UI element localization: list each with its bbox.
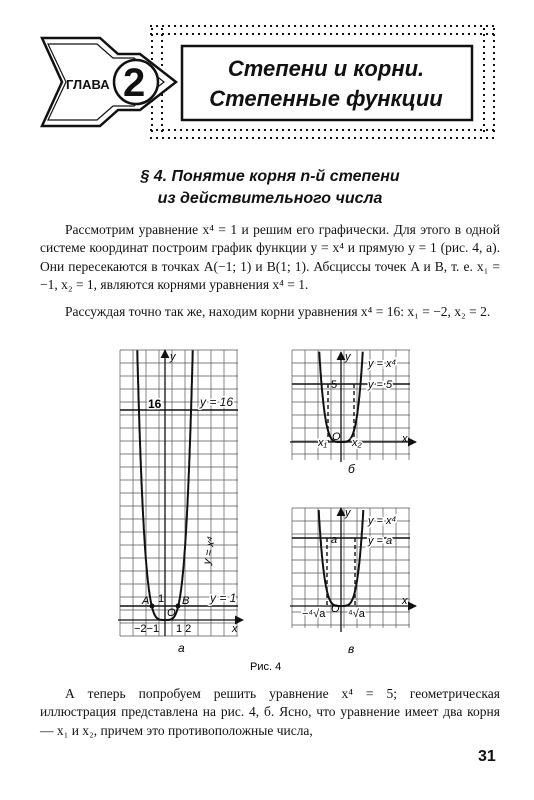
graph-b-x1: x₁	[318, 437, 327, 449]
graph-a-point-b	[176, 604, 181, 609]
paragraph-2: Рассуждая точно так же, находим корни уравнения x⁴ = 16: x₁ = −2, x₂ = 2.	[65, 304, 491, 319]
graph-a-x-ticks-neg: −2−1	[134, 623, 160, 635]
graph-v-y-label: y	[345, 507, 351, 519]
graph-a-y-label: y	[170, 351, 176, 363]
graph-a-line1-label: y = 1	[210, 591, 237, 605]
graph-a-x-label: x	[232, 623, 238, 635]
graph-b-tick: 5	[331, 379, 338, 391]
graph-a-point-a	[150, 604, 155, 609]
graph-a-tick-16: 16	[148, 397, 162, 411]
graph-a	[118, 350, 243, 655]
section-heading-line1: § 4. Понятие корня n-й степени	[140, 168, 400, 185]
graph-a-x-ticks-pos: 1 2	[176, 623, 192, 635]
graph-v-tick: a	[331, 534, 338, 546]
graph-b	[290, 350, 416, 476]
graph-b-line-label: y = 5	[368, 379, 393, 391]
graph-v-neg-root: −⁴√a	[302, 608, 326, 620]
graph-b-x2: x₂	[352, 437, 362, 449]
graph-a-tick-1: 1	[158, 593, 165, 605]
figure-caption: Рис. 4	[250, 661, 282, 673]
chapter-title-line1: Степени и корни.	[227, 56, 425, 81]
graph-a-sublabel: а	[178, 641, 185, 655]
section-heading-line2: из действительного числа	[157, 190, 383, 207]
graph-a-point-a-label: A	[142, 595, 150, 607]
graph-v-sublabel: в	[348, 642, 355, 656]
chapter-title-line2: Степенные функции	[209, 86, 443, 111]
graph-a-point-b-label: B	[182, 595, 190, 607]
graph-v-origin: O	[331, 603, 340, 615]
graph-v-pos-root: ⁴√a	[348, 608, 365, 620]
graph-b-origin: O	[332, 431, 341, 443]
chapter-label: ГЛАВА	[66, 77, 110, 92]
section-heading	[90, 166, 450, 210]
chapter-number: 2	[123, 61, 146, 105]
graph-a-curve-label: y = x⁴	[201, 535, 218, 566]
graph-b-x-label: x	[402, 433, 408, 445]
graph-a-line16-label: y = 16	[200, 395, 234, 409]
paragraph-1: Рассмотрим уравнение x⁴ = 1 и решим его графически. Для этого в одной системе координат построим график функции y = x⁴ и прямую y = 1 (рис. 4, а). Они пересекаются в точках A(−1; 1) и B(1; 1). Абсциссы точек A и B, т. е. x₁ = −1, x₂ = 1, являются корнями уравнения x⁴ = 1.	[40, 222, 500, 292]
page-number: 31	[478, 748, 496, 765]
figure-4	[0, 340, 534, 680]
graph-b-curve-label: y = x⁴	[368, 358, 397, 370]
graph-v-curve-label: y = x⁴	[368, 515, 397, 527]
graph-a-origin: O	[167, 607, 176, 619]
graph-b-sublabel: б	[348, 462, 355, 476]
graph-v	[290, 507, 416, 656]
chapter-title	[196, 54, 456, 114]
graph-v-x-label: x	[402, 595, 408, 607]
paragraph-3: А теперь попробуем решить уравнение x⁴ = 5; геометрическая иллюстрация представлена на рис. 4, б. Ясно, что уравнение имеет два корня — x₁ и x₂, причем это противоположные числа,	[40, 686, 500, 738]
graph-v-line-label: y = a	[368, 535, 393, 547]
graph-b-y-label: y	[345, 351, 351, 363]
